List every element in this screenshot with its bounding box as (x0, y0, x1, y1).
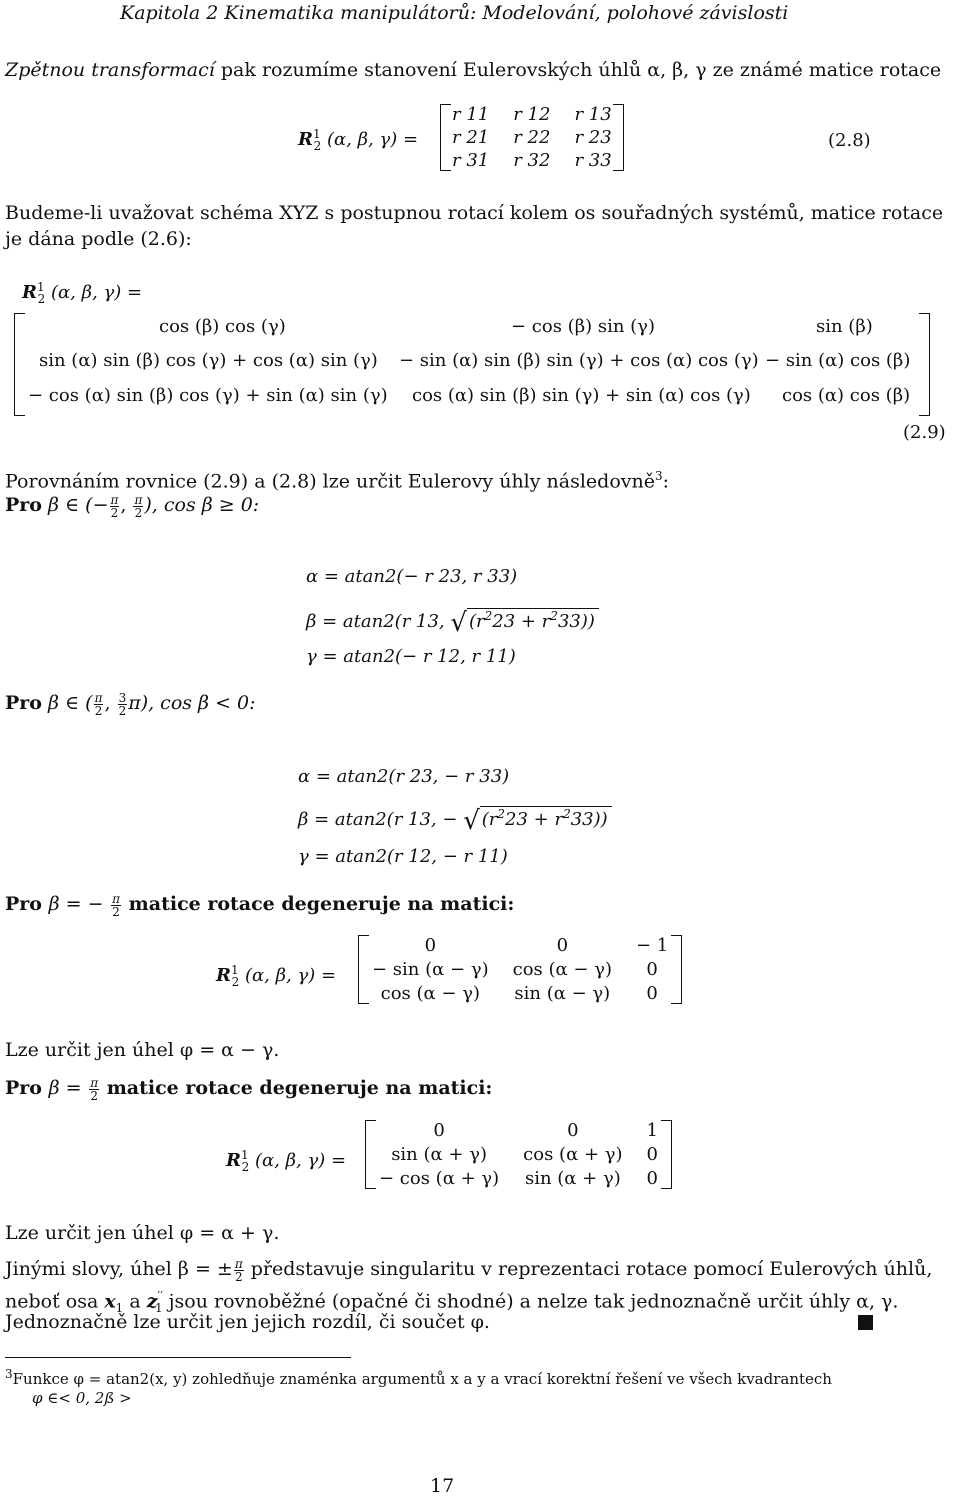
case2-heading (5, 690, 256, 717)
case2-gamma: γ = atan2(r 12, − r 11) (298, 846, 508, 867)
conclusion-z: z (146, 1290, 158, 1313)
intro-lead: Zpětnou transformací (5, 59, 215, 81)
case3-note: Lze určit jen úhel φ = α − γ. (5, 1039, 280, 1061)
case4-pro: Pro (5, 1077, 42, 1099)
footnote-mark: 3 (5, 1367, 13, 1381)
eq28-cell: r 11 (452, 104, 490, 125)
case4-cell: sin (α + γ) (524, 1168, 621, 1189)
frac-den: 2 (112, 904, 120, 919)
case3-cell: sin (α − γ) (514, 983, 611, 1004)
eq29-sub: 2 (37, 291, 46, 306)
frac-den: 2 (94, 703, 103, 718)
case2-sq: 2 (497, 807, 506, 821)
eq29-cell: − cos (α) sin (β) cos (γ) + sin (α) sin (γ) (28, 385, 388, 406)
case4-note: Lze určit jen úhel φ = α + γ. (5, 1222, 280, 1244)
case1-frac1 (110, 494, 120, 519)
conclusion-l2b: a (129, 1290, 141, 1313)
case3-cell: 0 (646, 959, 658, 980)
eq28-matrix (440, 104, 624, 171)
case4-cell: 0 (567, 1120, 579, 1141)
case3-heading (5, 891, 514, 918)
eq28-lhs (298, 127, 418, 153)
eq28-cell: r 31 (452, 150, 490, 171)
frac-den: 2 (90, 1088, 98, 1103)
case3-cell: cos (α − γ) (380, 983, 480, 1004)
case2-sq: 2 (563, 807, 571, 821)
case3-text: matice rotace degeneruje na matici: (128, 893, 515, 915)
case4-cell: 1 (646, 1120, 658, 1141)
frac-num: π (94, 690, 103, 705)
case3-cell: cos (α − γ) (512, 959, 612, 980)
case1-gamma: γ = atan2(− r 12, r 11) (306, 646, 516, 667)
footnote-line2: φ ∈< 0, 2ß > (32, 1389, 132, 1407)
case4-lhs (226, 1148, 346, 1174)
conclusion-z-sup: ′′ (157, 1289, 163, 1303)
conclusion-line1 (5, 1256, 932, 1283)
intro-paragraph (5, 57, 941, 83)
eq29-R: R (22, 282, 37, 303)
case2-alpha: α = atan2(r 23, − r 33) (298, 766, 510, 787)
page-number: 17 (430, 1475, 455, 1497)
case1-beta-d: 33)) (557, 611, 595, 632)
eq29-cell: − cos (β) sin (γ) (511, 316, 655, 337)
case4-frac (89, 1077, 99, 1102)
eq29-cell: sin (α) sin (β) cos (γ) + cos (α) sin (γ) (39, 350, 378, 371)
case1-beta-c: 23 + r (492, 611, 551, 632)
conclusion-z-sub: 1 (154, 1301, 163, 1316)
frac-num: π (134, 492, 143, 507)
eq29-number: (2.9) (903, 422, 946, 443)
case4-args: (α, β, γ) = (254, 1150, 347, 1171)
case3-pro: Pro (5, 893, 42, 915)
footnote-text1: Funkce φ = atan2(x, y) zohledňuje znaménka argumentů x a y a vrací korektní řešení ve všech kvadrantech (12, 1370, 832, 1388)
case4-cell: cos (α + γ) (523, 1144, 623, 1165)
case1-comma: , (120, 494, 127, 516)
case1-sq: 2 (484, 609, 493, 623)
eq28-number: (2.8) (828, 130, 871, 151)
eq28-cell: r 33 (574, 150, 612, 171)
case3-cell: 0 (646, 983, 658, 1004)
case1-sq: 2 (550, 609, 558, 623)
eq28-args: (α, β, γ) = (326, 129, 419, 150)
conclusion-l1b: představuje singularitu v reprezentaci rotace pomocí Eulerových úhlů, (250, 1258, 933, 1280)
para2-line1: Budeme-li uvažovat schéma XYZ s postupnou rotací kolem os souřadných systémů, matice rotace (5, 202, 944, 224)
eq28-R: R (298, 129, 313, 150)
case2-beta-b: (r (481, 809, 498, 830)
frac-num: π (110, 492, 119, 507)
case3-R: R (216, 965, 231, 986)
eq29-matrix (14, 313, 930, 416)
eq28-sup: 1 (312, 127, 321, 141)
case2-frac1 (94, 692, 104, 717)
frac-num: π (112, 891, 121, 906)
case1-beta-a: β = atan2(r 13, (306, 611, 445, 632)
conclusion-x-sub: 1 (115, 1301, 124, 1316)
conclusion-x: x (104, 1290, 116, 1313)
case1-cond-tail: ), cos β ≥ 0: (144, 494, 260, 516)
case3-cond: β = − (48, 893, 104, 915)
frac-den: 2 (234, 1269, 243, 1284)
frac-den: 2 (110, 505, 119, 520)
case3-cell: − sin (α − γ) (372, 959, 489, 980)
case2-beta-d: 33)) (570, 809, 608, 830)
case3-cell: − 1 (635, 935, 669, 956)
case4-matrix (365, 1120, 672, 1189)
eq29-sup: 1 (36, 280, 45, 294)
case3-cell: 0 (424, 935, 437, 956)
conclusion-frac (234, 1258, 244, 1283)
conclusion-l2a: neboť osa (5, 1290, 99, 1313)
case2-comma: , (104, 692, 111, 714)
case4-cond: β = (48, 1077, 82, 1099)
frac-num: 3 (118, 690, 127, 705)
frac-den: 2 (134, 505, 143, 520)
eq28-cell: r 32 (513, 150, 551, 171)
frac-num: π (234, 1256, 243, 1271)
eq28-sub: 2 (313, 138, 322, 153)
compare-line (5, 463, 669, 494)
eq28-cell: r 13 (574, 104, 612, 125)
case2-frac2 (118, 692, 128, 717)
case4-sub: 2 (241, 1159, 250, 1174)
eq29-cell: cos (α) cos (β) (782, 385, 911, 406)
case1-pro: Pro (5, 494, 42, 516)
eq29-lhs (22, 280, 142, 306)
case2-beta: β = atan2(r 13, − √ $(r^223 + r^233)$) (298, 806, 612, 836)
case3-args: (α, β, γ) = (244, 965, 337, 986)
qed-square-icon (858, 1315, 873, 1330)
case4-cell: − cos (α + γ) (379, 1168, 500, 1189)
eq28-cell: r 22 (513, 127, 551, 148)
conclusion-l1a: Jinými slovy, úhel β = ± (5, 1258, 233, 1280)
case3-sup: 1 (230, 963, 239, 977)
compare-text: Porovnáním rovnice (2.9) a (2.8) lze určit Eulerovy úhly následovně (5, 470, 655, 493)
case4-cell: sin (α + γ) (391, 1144, 487, 1165)
case3-frac (111, 893, 121, 918)
case2-cond-tail: π), cos β < 0: (128, 692, 256, 714)
intro-rest: pak rozumíme stanovení Eulerovských úhlů α, β, γ ze známé matice rotace (214, 59, 942, 81)
case1-beta-b: (r (468, 611, 485, 632)
eq29-cell: − sin (α) cos (β) (765, 350, 911, 371)
case4-cell: 0 (433, 1120, 445, 1141)
eq28-cell: r 23 (574, 127, 612, 148)
running-head: Kapitola 2 Kinematika manipulátorů: Modelování, polohové závislosti (120, 2, 789, 24)
eq29-cell: sin (β) (816, 316, 873, 337)
case1-heading (5, 492, 259, 519)
case4-cell: 0 (646, 1144, 658, 1165)
eq28-cell: r 21 (452, 127, 490, 148)
case3-matrix (358, 935, 682, 1004)
eq29-args: (α, β, γ) = (50, 282, 143, 303)
case2-beta-a: β = atan2(r 13, − (298, 809, 458, 830)
eq29-cell: cos (β) cos (γ) (159, 316, 286, 337)
footnote-ref: 3 (654, 469, 663, 483)
case4-R: R (226, 1150, 241, 1171)
case3-lhs (216, 963, 336, 989)
conclusion-l2c: jsou rovnoběžné (opačné či shodné) a nelze tak jednoznačně určit úhly α, γ. (168, 1290, 899, 1313)
para2-line2: je dána podle (2.6): (5, 228, 192, 250)
case1-cond: β ∈ (− (48, 494, 109, 516)
case3-cell: 0 (556, 935, 569, 956)
case2-cond: β ∈ ( (48, 692, 93, 714)
eq29-cell: cos (α) sin (β) sin (γ) + sin (α) cos (γ) (412, 385, 751, 406)
eq28-cell: r 12 (513, 104, 551, 125)
eq29-cell: − sin (α) sin (β) sin (γ) + cos (α) cos (γ) (399, 350, 759, 371)
case1-beta: β = atan2(r 13, √ $(r^223 + r^233)$) (306, 608, 599, 638)
case4-sup: 1 (240, 1148, 249, 1162)
compare-tail: : (662, 470, 670, 493)
case2-beta-c: 23 + r (505, 809, 564, 830)
case2-pro: Pro (5, 692, 42, 714)
case1-alpha: α = atan2(− r 23, r 33) (306, 566, 518, 587)
conclusion-line3: Jednoznačně lze určit jen jejich rozdíl, či součet φ. (5, 1311, 490, 1333)
case4-cell: 0 (646, 1168, 658, 1189)
case4-text: matice rotace degeneruje na matici: (106, 1077, 493, 1099)
case1-frac2 (133, 494, 143, 519)
frac-num: π (90, 1075, 99, 1090)
case3-sub: 2 (231, 974, 240, 989)
case4-heading (5, 1075, 492, 1102)
frac-den: 2 (118, 703, 127, 718)
footnote-rule (5, 1357, 351, 1358)
